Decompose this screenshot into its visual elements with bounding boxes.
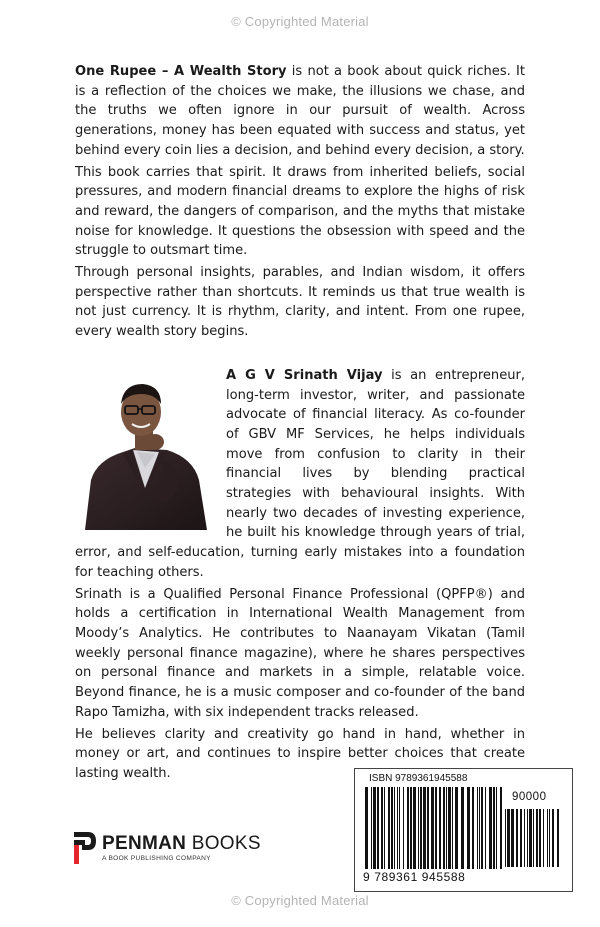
author-bio-paragraph-3: He believes clarity and creativity go hand in hand, whether in money or art, and continues to inspire better choices that create lasting wealth. — [75, 726, 525, 781]
intro-paragraph-2: This book carries that spirit. It draws from inherited beliefs, social pressures, and modern financial dreams to explore the highs of risk and reward, the dangers of comparison, and the myths that mistake noise for knowledge. It questions the obsession with speed and the struggle to outsmart time. — [75, 164, 525, 259]
publisher-tagline: A BOOK PUBLISHING COMPANY — [102, 855, 211, 862]
publisher-logo — [74, 830, 261, 866]
price-barcode-icon — [505, 809, 559, 867]
publisher-name: PENMAN BOOKS — [102, 833, 261, 854]
back-cover-text — [75, 62, 525, 786]
penman-logo-icon — [74, 832, 96, 864]
isbn-label: ISBN 9789361945588 — [369, 773, 468, 784]
intro-paragraph-3: Through personal insights, parables, and Indian wisdom, it offers perspective rather than shortcuts. It reminds us that true wealth is not just currency. It is rhythm, clarity, and intent. From one rupee, every wealth story begins. — [75, 265, 525, 340]
intro-paragraph-1 — [75, 62, 525, 161]
author-bio-paragraph-2: Srinath is a Qualified Personal Finance Professional (QPFP®) and holds a certification in International Wealth Management from Moody’s Analytics. He contributes to Naanayam Vikatan (Tamil weekly personal finance magazine), where he shares perspectives on personal finance and markets in a simple, relatable voice. Beyond finance, he is a music composer and co-founder of the band Rapo Tamizha, with six independent tracks released. — [75, 586, 525, 720]
barcode-digits: 9 789361 945588 — [363, 870, 466, 884]
copyright-watermark-top: © Copyrighted Material — [231, 14, 369, 29]
book-title: One Rupee – A Wealth Story — [75, 64, 287, 79]
copyright-watermark-bottom: © Copyrighted Material — [231, 893, 369, 908]
cover-footer — [0, 760, 600, 890]
author-photo — [75, 368, 213, 530]
isbn-barcode-box — [354, 768, 573, 892]
author-bio-text: is an entrepreneur, long-term investor, writer, and passionate advocate of financial literacy. As co-founder of GBV MF Services, he helps individuals move from confusion to clarity in their financial lives by blending practical strategies with behavioural insights. With nearly two decades of investing experience, he built his knowledge through years of trial, error, and self-education, turning early mistakes into a foundation for teaching others. — [75, 367, 525, 580]
author-section — [75, 366, 525, 784]
price-code: 90000 — [512, 791, 547, 803]
author-name: A G V Srinath Vijay — [226, 367, 383, 383]
barcode-icon — [365, 787, 503, 869]
intro-text-1: is not a book about quick riches. It is a reflection of the choices we make, the illusions we chase, and the truths we often ignore in our pursuit of wealth. Across generations, money has been equated with success and status, yet behind every coin lies a decision, and behind every decision, a story. — [75, 64, 525, 158]
